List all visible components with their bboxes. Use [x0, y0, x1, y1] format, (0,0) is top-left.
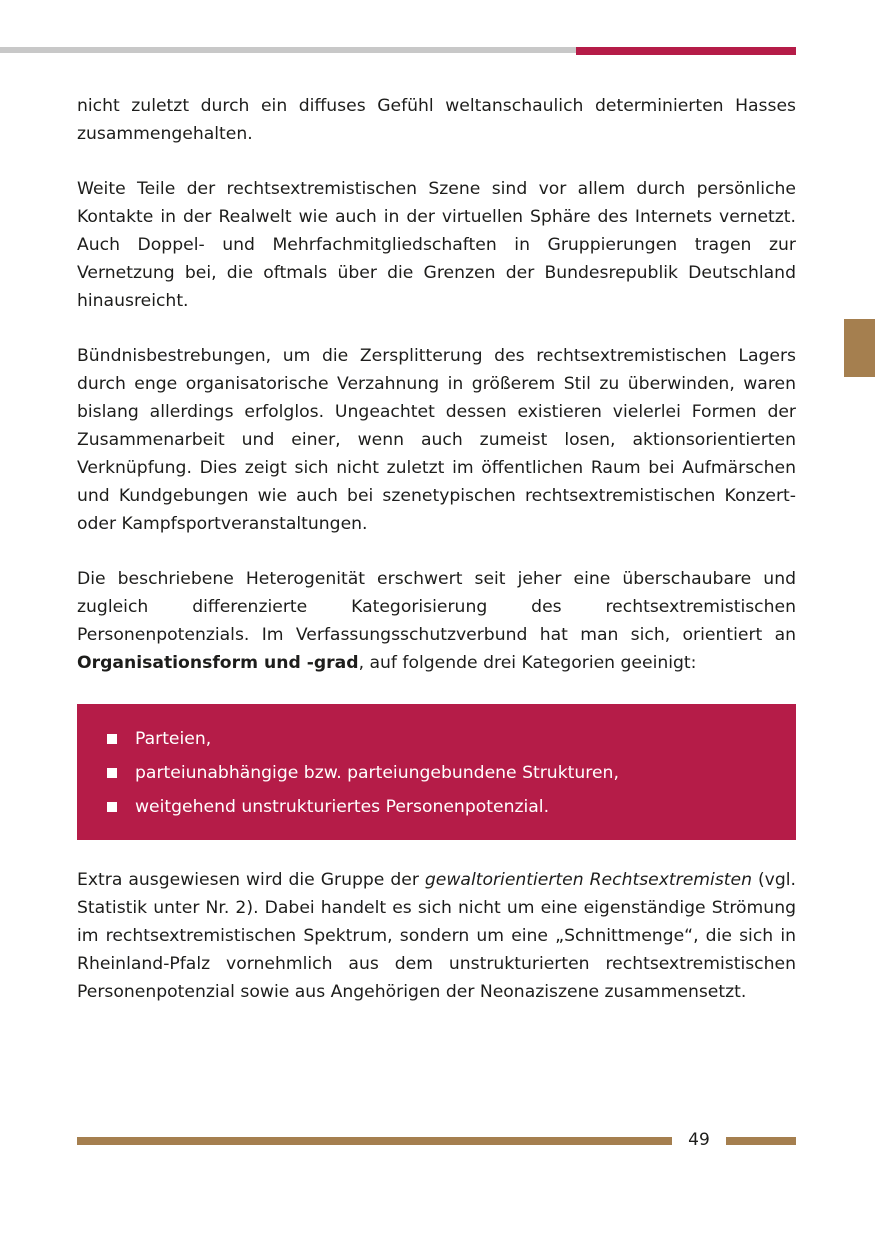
- category-item: [107, 790, 766, 824]
- square-bullet-icon: [107, 768, 117, 778]
- paragraph-3: Bündnisbestrebungen, um die Zersplitterung des rechtsextremistischen Lagers durch enge organisatorische Verzahnung in größerem Stil zu überwinden, waren bislang allerdings erfolglos. Ungeachtet dessen existieren vielerlei Formen der Zusammenarbeit und einer, wenn auch zumeist losen, aktionsorientierten Verknüpfung. Dies zeigt sich nicht zuletzt im öffentlichen Raum bei Aufmärschen und Kundgebungen wie auch bei szenetypischen rechtsextremistischen Konzert- oder Kampfsportveranstaltungen.: [77, 346, 796, 534]
- category-item: [107, 722, 766, 756]
- category-item-label: Parteien,: [135, 729, 212, 749]
- page-number: 49: [688, 1130, 710, 1150]
- paragraph-5: [77, 866, 796, 1006]
- category-item-label: parteiunabhängige bzw. parteiungebundene Strukturen,: [135, 763, 619, 783]
- footer-rule-right: [726, 1137, 796, 1145]
- square-bullet-icon: [107, 802, 117, 812]
- chapter-side-tab: [844, 319, 875, 377]
- header-rule-accent: [576, 47, 796, 55]
- footer-rule-left: [77, 1137, 672, 1145]
- paragraph-5-emphasis: gewaltorientierten Rechtsextremisten: [424, 870, 752, 890]
- paragraph-4-emphasis: Organisationsform und -grad: [77, 653, 359, 673]
- paragraph-4-text-end: , auf folgende drei Kategorien geeinigt:: [358, 653, 697, 673]
- square-bullet-icon: [107, 734, 117, 744]
- paragraph-1: nicht zuletzt durch ein diffuses Gefühl weltanschaulich determinierten Hasses zusammengehalten.: [77, 96, 796, 144]
- paragraph-2: Weite Teile der rechtsextremistischen Szene sind vor allem durch persönliche Kontakte in der Realwelt wie auch in der virtuellen Sphäre des Internets vernetzt. Auch Doppel- und Mehrfachmitgliedschaften in Gruppierungen tragen zur Vernetzung bei, die oftmals über die Grenzen der Bundesrepublik Deutschland hinausreicht.: [77, 179, 796, 311]
- header-rule-grey: [0, 47, 576, 53]
- paragraph-4-text-start: Die beschriebene Heterogenität erschwert seit jeher eine überschaubare und zugleich differenzierte Kategorisierung des rechtsextremistischen Personenpotenzials. Im Verfassungsschutzverbund hat man sich, orientiert an: [77, 569, 796, 645]
- category-list: [107, 722, 766, 824]
- page-body: [77, 92, 796, 1033]
- category-item-label: weitgehend unstrukturiertes Personenpotenzial.: [135, 797, 550, 817]
- category-list-box: [77, 704, 796, 840]
- category-item: [107, 756, 766, 790]
- paragraph-5-text-start: Extra ausgewiesen wird die Gruppe der: [77, 870, 425, 890]
- paragraph-4: [77, 565, 796, 677]
- paragraph-5-text-end: (vgl. Statistik unter Nr. 2). Dabei handelt es sich nicht um eine eigenständige Strömung im rechtsextremistischen Spektrum, sondern um eine „Schnittmenge“, die sich in Rheinland-Pfalz vornehmlich aus dem unstrukturierten rechtsextremistischen Personenpotenzial sowie aus Angehörigen der Neonaziszene zusammensetzt.: [77, 870, 796, 1002]
